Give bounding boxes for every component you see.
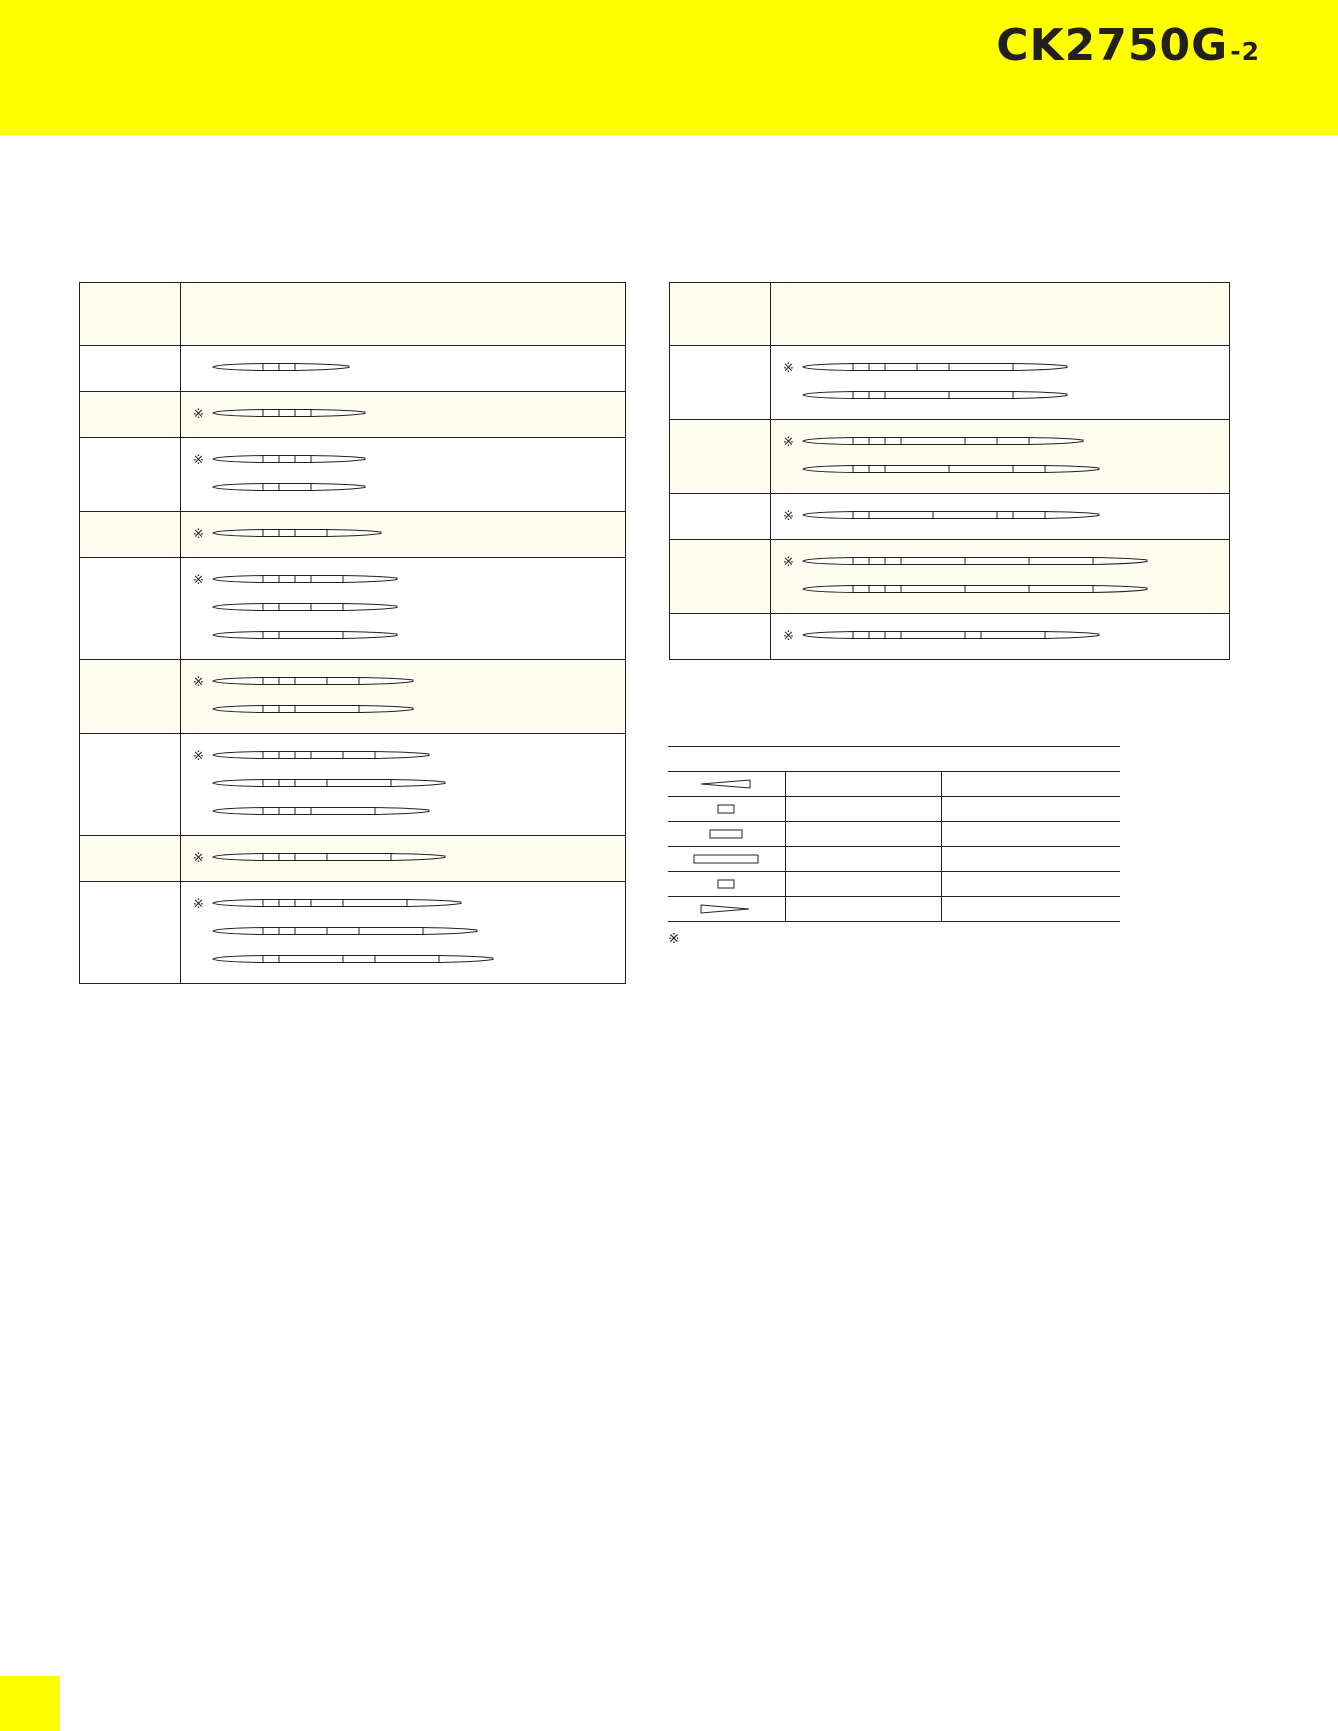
row-label-cell	[80, 346, 181, 392]
segment-S	[263, 456, 279, 463]
segment-L	[869, 512, 933, 519]
diagram-lane	[181, 769, 625, 797]
asterisk-mark: ※	[783, 554, 794, 569]
asterisk-mark: ※	[193, 526, 204, 541]
segment-L	[949, 392, 1013, 399]
legend-value-cell	[786, 897, 942, 921]
segment-S	[263, 900, 279, 907]
segment-M	[295, 780, 327, 787]
taper-right-end	[1029, 438, 1083, 445]
taper-left-end	[213, 854, 263, 861]
row-label-cell	[80, 836, 181, 882]
segment-S	[279, 752, 295, 759]
taper-right-end	[439, 956, 493, 963]
taper-left-end	[213, 780, 263, 787]
row-diagram-cell	[771, 420, 1230, 494]
diagram-lane	[771, 501, 1229, 529]
row-diagram-cell	[181, 734, 626, 836]
legend-value-cell	[786, 772, 942, 796]
asterisk-mark: ※	[193, 674, 204, 689]
segment-L	[343, 900, 407, 907]
taper-left-end	[213, 808, 263, 815]
segment-M	[311, 576, 343, 583]
taper-left-end	[803, 558, 853, 565]
segment-M	[279, 604, 311, 611]
segment-S	[279, 780, 295, 787]
taper-right-end	[375, 752, 429, 759]
table-row	[670, 494, 1230, 540]
segment-L	[933, 512, 997, 519]
asterisk-mark: ※	[783, 508, 794, 523]
segment-S	[853, 392, 869, 399]
legend-row	[668, 872, 1120, 897]
segment-M	[1013, 512, 1045, 519]
legend-value-cell	[786, 797, 942, 821]
segment-L	[375, 956, 439, 963]
segment-S	[279, 900, 295, 907]
segment-S	[279, 854, 295, 861]
segment-S	[279, 530, 295, 537]
legend-shape-taper-right	[668, 897, 785, 921]
diagram-lane	[181, 593, 625, 621]
row-diagram-cell	[771, 494, 1230, 540]
table-row	[80, 558, 626, 660]
asterisk-mark: ※	[783, 628, 794, 643]
taper-left-end	[213, 678, 263, 685]
table-row	[80, 512, 626, 558]
legend-value-cell	[786, 847, 942, 871]
taper-right-end	[311, 456, 365, 463]
segment-S	[853, 632, 869, 639]
segment-M	[965, 438, 997, 445]
taper-left-end	[213, 752, 263, 759]
diagram-lane	[181, 621, 625, 649]
taper-left-end	[213, 410, 263, 417]
row-diagram-cell	[181, 346, 626, 392]
legend-note-mark: ※	[668, 930, 680, 946]
splice-diagram	[803, 436, 1089, 446]
segment-S	[263, 604, 279, 611]
segment-S	[263, 752, 279, 759]
segment-S	[263, 632, 279, 639]
diagram-lane	[181, 353, 625, 381]
splice-diagram	[213, 778, 451, 788]
legend-shape-cell	[668, 797, 786, 821]
legend-shape-medium	[668, 822, 785, 846]
segment-S	[853, 438, 869, 445]
segment-M	[997, 438, 1029, 445]
segment-L	[901, 586, 965, 593]
splice-diagram	[803, 510, 1105, 520]
table-header-row	[80, 283, 626, 346]
splice-diagram	[213, 750, 435, 760]
diagram-lane	[181, 741, 625, 769]
taper-right-end	[295, 364, 349, 371]
segment-S	[263, 576, 279, 583]
row-diagram-cell	[771, 346, 1230, 420]
segment-S	[295, 752, 311, 759]
segment-L	[965, 558, 1029, 565]
row-label-cell	[80, 734, 181, 836]
segment-M	[295, 678, 327, 685]
legend-value-cell	[786, 872, 942, 896]
legend-table	[668, 746, 1120, 946]
segment-S	[869, 364, 885, 371]
taper-left-end	[213, 604, 263, 611]
segment-S	[263, 956, 279, 963]
row-label-cell	[80, 392, 181, 438]
segment-S	[295, 900, 311, 907]
diagram-lane	[181, 945, 625, 973]
asterisk-mark: ※	[783, 434, 794, 449]
model-suffix: -2	[1230, 37, 1260, 66]
segment-S	[853, 586, 869, 593]
taper-right-end	[407, 900, 461, 907]
table-row	[80, 836, 626, 882]
legend-shape-cell	[668, 872, 786, 896]
row-diagram-cell	[771, 540, 1230, 614]
segment-S	[869, 632, 885, 639]
table-row	[80, 392, 626, 438]
row-diagram-cell	[181, 660, 626, 734]
row-label-cell	[670, 420, 771, 494]
taper-left-end	[803, 466, 853, 473]
taper-right-end	[1045, 632, 1099, 639]
asterisk-mark: ※	[193, 896, 204, 911]
segment-L	[279, 632, 343, 639]
segment-L	[279, 956, 343, 963]
taper-right-end	[343, 604, 397, 611]
segment-S	[853, 466, 869, 473]
segment-M	[343, 956, 375, 963]
splice-diagram	[213, 482, 371, 492]
asterisk-mark: ※	[193, 748, 204, 763]
segment-L	[901, 632, 965, 639]
segment-S	[263, 808, 279, 815]
splice-diagram	[803, 390, 1073, 400]
table-row	[80, 438, 626, 512]
segment-S	[263, 706, 279, 713]
legend-shape-small	[668, 872, 785, 896]
segment-S	[885, 632, 901, 639]
splice-diagram	[213, 602, 403, 612]
segment-S	[279, 456, 295, 463]
taper-left-end	[803, 438, 853, 445]
segment-M	[885, 364, 917, 371]
diagram-lane	[771, 547, 1229, 575]
row-label-cell	[80, 512, 181, 558]
header-cell	[771, 283, 1230, 346]
taper-left-end	[213, 484, 263, 491]
table-row	[670, 540, 1230, 614]
row-diagram-cell	[181, 882, 626, 984]
segment-M	[311, 752, 343, 759]
taper-left-end	[213, 456, 263, 463]
splice-diagram	[213, 806, 435, 816]
segment-L	[901, 438, 965, 445]
taper-left-end	[213, 530, 263, 537]
asterisk-mark: ※	[783, 360, 794, 375]
table-row	[670, 346, 1230, 420]
diagram-lane	[181, 843, 625, 871]
taper-left-end	[803, 392, 853, 399]
segment-S	[869, 392, 885, 399]
segment-M	[1013, 466, 1045, 473]
row-diagram-cell	[181, 512, 626, 558]
segment-S	[295, 410, 311, 417]
legend-shape-long	[668, 847, 785, 871]
taper-left-end	[213, 364, 263, 371]
segment-S	[279, 576, 295, 583]
taper-left-end	[213, 928, 263, 935]
table-row	[80, 734, 626, 836]
table-header-row	[670, 283, 1230, 346]
splice-diagram	[803, 464, 1105, 474]
diagram-lane	[771, 575, 1229, 603]
legend-shape-cell	[668, 847, 786, 871]
segment-L	[885, 466, 949, 473]
segment-M	[295, 530, 327, 537]
splice-diagram	[213, 362, 355, 372]
segment-S	[885, 586, 901, 593]
row-label-cell	[670, 346, 771, 420]
right-spec-table	[669, 282, 1230, 660]
taper-right-end	[311, 484, 365, 491]
taper-left-end	[803, 586, 853, 593]
row-label-cell	[80, 882, 181, 984]
row-diagram-cell	[181, 558, 626, 660]
taper-right-end	[1013, 364, 1067, 371]
segment-S	[853, 558, 869, 565]
taper-left-end	[213, 900, 263, 907]
taper-left-end	[213, 632, 263, 639]
splice-diagram	[213, 408, 371, 418]
segment-S	[885, 438, 901, 445]
asterisk-mark: ※	[193, 850, 204, 865]
row-diagram-cell	[181, 836, 626, 882]
legend-top-rule	[668, 746, 1120, 747]
segment-M	[295, 928, 327, 935]
diagram-lane	[771, 427, 1229, 455]
segment-M	[917, 364, 949, 371]
taper-left-end	[213, 956, 263, 963]
row-diagram-cell	[771, 614, 1230, 660]
row-diagram-cell	[181, 438, 626, 512]
segment-S	[279, 928, 295, 935]
segment-S	[295, 576, 311, 583]
segment-M	[343, 752, 375, 759]
legend-row	[668, 772, 1120, 797]
segment-L	[949, 466, 1013, 473]
segment-L	[949, 364, 1013, 371]
segment-L	[311, 808, 375, 815]
segment-S	[263, 410, 279, 417]
legend-row	[668, 797, 1120, 822]
segment-S	[263, 780, 279, 787]
segment-L	[327, 780, 391, 787]
legend-row	[668, 897, 1120, 922]
splice-diagram	[213, 676, 419, 686]
splice-diagram	[213, 954, 499, 964]
taper-left-end	[803, 632, 853, 639]
segment-S	[853, 512, 869, 519]
diagram-lane	[181, 519, 625, 547]
segment-L	[1029, 558, 1093, 565]
taper-right-end	[1013, 392, 1067, 399]
diagram-lane	[181, 399, 625, 427]
segment-M	[327, 928, 359, 935]
segment-S	[869, 558, 885, 565]
segment-S	[263, 364, 279, 371]
page-tab	[0, 1676, 60, 1731]
legend-shape-cell	[668, 772, 786, 796]
diagram-lane	[771, 455, 1229, 483]
diagram-lane	[771, 621, 1229, 649]
segment-S	[263, 854, 279, 861]
header-cell	[670, 283, 771, 346]
segment-S	[965, 632, 981, 639]
row-label-cell	[80, 660, 181, 734]
left-spec-table	[79, 282, 626, 984]
segment-S	[885, 558, 901, 565]
segment-L	[885, 392, 949, 399]
asterisk-mark: ※	[193, 406, 204, 421]
segment-M	[327, 678, 359, 685]
diagram-lane	[181, 695, 625, 723]
segment-L	[981, 632, 1045, 639]
splice-diagram	[803, 362, 1073, 372]
diagram-lane	[771, 353, 1229, 381]
legend-shape-small	[668, 797, 785, 821]
diagram-lane	[771, 381, 1229, 409]
segment-S	[263, 484, 279, 491]
segment-S	[295, 808, 311, 815]
legend-value-cell	[786, 822, 942, 846]
taper-right-end	[343, 632, 397, 639]
diagram-lane	[181, 889, 625, 917]
splice-diagram	[803, 556, 1153, 566]
taper-right-end	[327, 530, 381, 537]
diagram-lane	[181, 473, 625, 501]
diagram-lane	[181, 667, 625, 695]
splice-diagram	[213, 630, 403, 640]
splice-diagram	[803, 584, 1153, 594]
segment-S	[279, 706, 295, 713]
segment-S	[279, 410, 295, 417]
legend-row	[668, 847, 1120, 872]
segment-M	[279, 484, 311, 491]
diagram-lane	[181, 917, 625, 945]
diagram-lane	[181, 565, 625, 593]
splice-diagram	[213, 574, 403, 584]
segment-S	[263, 678, 279, 685]
taper-right-end	[1093, 586, 1147, 593]
row-diagram-cell	[181, 392, 626, 438]
table-row	[670, 420, 1230, 494]
splice-diagram	[213, 852, 451, 862]
segment-S	[295, 456, 311, 463]
segment-M	[295, 854, 327, 861]
segment-S	[263, 530, 279, 537]
legend-shape-cell	[668, 897, 786, 921]
segment-L	[965, 586, 1029, 593]
row-label-cell	[80, 438, 181, 512]
splice-diagram	[213, 704, 419, 714]
segment-L	[1029, 586, 1093, 593]
taper-right-end	[391, 780, 445, 787]
row-label-cell	[670, 540, 771, 614]
row-label-cell	[80, 558, 181, 660]
segment-S	[869, 586, 885, 593]
taper-left-end	[213, 706, 263, 713]
taper-left-end	[803, 512, 853, 519]
taper-right-end	[311, 410, 365, 417]
segment-S	[869, 438, 885, 445]
legend-shape-taper-left	[668, 772, 785, 796]
splice-diagram	[803, 630, 1105, 640]
legend-shape-cell	[668, 822, 786, 846]
splice-diagram	[213, 898, 467, 908]
row-label-cell	[670, 614, 771, 660]
segment-S	[279, 808, 295, 815]
segment-S	[263, 928, 279, 935]
table-row	[80, 346, 626, 392]
segment-M	[311, 900, 343, 907]
header-banner	[0, 0, 1338, 135]
segment-L	[359, 928, 423, 935]
asterisk-mark: ※	[193, 452, 204, 467]
taper-right-end	[359, 706, 413, 713]
segment-L	[327, 854, 391, 861]
segment-S	[869, 466, 885, 473]
segment-M	[311, 604, 343, 611]
splice-diagram	[213, 926, 483, 936]
taper-left-end	[803, 364, 853, 371]
segment-S	[997, 512, 1013, 519]
diagram-lane	[181, 445, 625, 473]
table-row	[80, 882, 626, 984]
header-cell	[181, 283, 626, 346]
table-row	[80, 660, 626, 734]
diagram-lane	[181, 797, 625, 825]
taper-right-end	[391, 854, 445, 861]
segment-L	[901, 558, 965, 565]
splice-diagram	[213, 528, 387, 538]
taper-right-end	[343, 576, 397, 583]
segment-L	[295, 706, 359, 713]
taper-left-end	[213, 576, 263, 583]
taper-right-end	[423, 928, 477, 935]
taper-right-end	[375, 808, 429, 815]
legend-row	[668, 822, 1120, 847]
asterisk-mark: ※	[193, 572, 204, 587]
table-row	[670, 614, 1230, 660]
taper-right-end	[1045, 466, 1099, 473]
model-number: CK2750G-2	[996, 20, 1260, 71]
segment-S	[279, 678, 295, 685]
segment-S	[853, 364, 869, 371]
segment-S	[279, 364, 295, 371]
taper-right-end	[1045, 512, 1099, 519]
taper-right-end	[1093, 558, 1147, 565]
splice-diagram	[213, 454, 371, 464]
header-cell	[80, 283, 181, 346]
row-label-cell	[670, 494, 771, 540]
taper-right-end	[359, 678, 413, 685]
